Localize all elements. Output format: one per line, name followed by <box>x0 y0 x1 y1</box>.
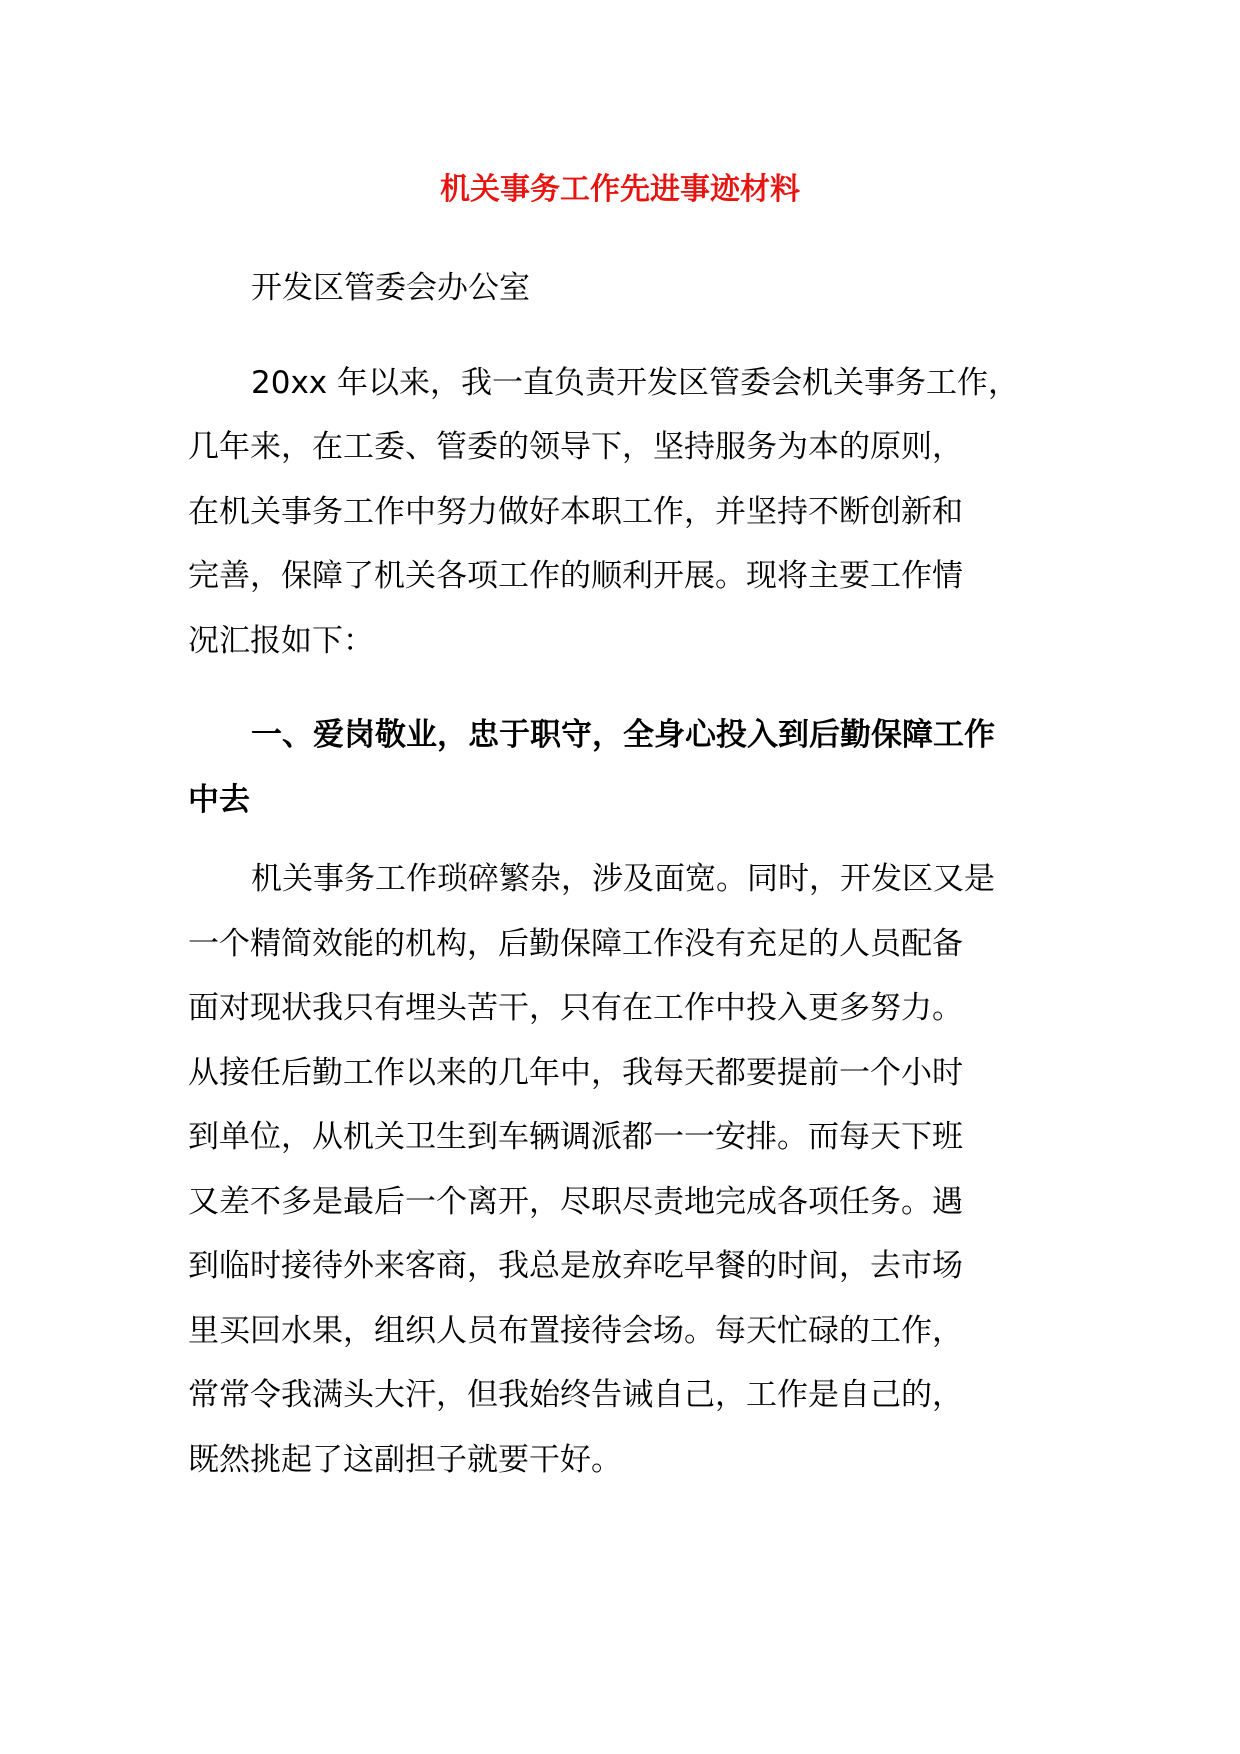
paragraph-line: 几年来，在工委、管委的领导下，坚持服务为本的原则， <box>188 429 963 465</box>
paragraph-line: 20xx 年以来，我一直负责开发区管委会机关事务工作， <box>251 364 1019 401</box>
document-title: 机关事务工作先进事迹材料 <box>440 172 800 207</box>
paragraph-line: 机关事务工作琐碎繁杂，涉及面宽。同时，开发区又是 <box>251 861 995 897</box>
author-line: 开发区管委会办公室 <box>251 270 530 306</box>
intro-paragraph <box>188 351 1088 674</box>
paragraph-line: 完善，保障了机关各项工作的顺利开展。现将主要工作情 <box>188 558 963 594</box>
heading-line: 中去 <box>188 781 250 818</box>
paragraph-line: 在机关事务工作中努力做好本职工作，并坚持不断创新和 <box>188 493 963 530</box>
paragraph-line: 况汇报如下： <box>188 622 374 659</box>
paragraph-line: 又差不多是最后一个离开，尽职尽责地完成各项任务。遇 <box>188 1183 963 1220</box>
paragraph-line: 到单位，从机关卫生到车辆调派都一一安排。而每天下班 <box>188 1119 963 1155</box>
document-body <box>188 256 1088 1492</box>
heading-line: 一、爱岗敬业，忠于职守，全身心投入到后勤保障工作 <box>251 717 995 753</box>
paragraph-line: 既然挑起了这副担子就要干好。 <box>188 1441 622 1478</box>
section-heading <box>188 703 1088 832</box>
paragraph-line: 常常令我满头大汗，但我始终告诫自己，工作是自己的， <box>188 1377 963 1413</box>
paragraph-line: 里买回水果，组织人员布置接待会场。每天忙碌的工作， <box>188 1312 963 1349</box>
paragraph-line: 一个精简效能的机构，后勤保障工作没有充足的人员配备 <box>188 925 963 962</box>
section-body-paragraph <box>188 847 1088 1492</box>
paragraph-line: 到临时接待外来客商，我总是放弃吃早餐的时间，去市场 <box>188 1248 963 1284</box>
paragraph-line: 面对现状我只有埋头苦干，只有在工作中投入更多努力。 <box>188 990 963 1026</box>
paragraph-line: 从接任后勤工作以来的几年中，我每天都要提前一个小时 <box>188 1054 963 1091</box>
